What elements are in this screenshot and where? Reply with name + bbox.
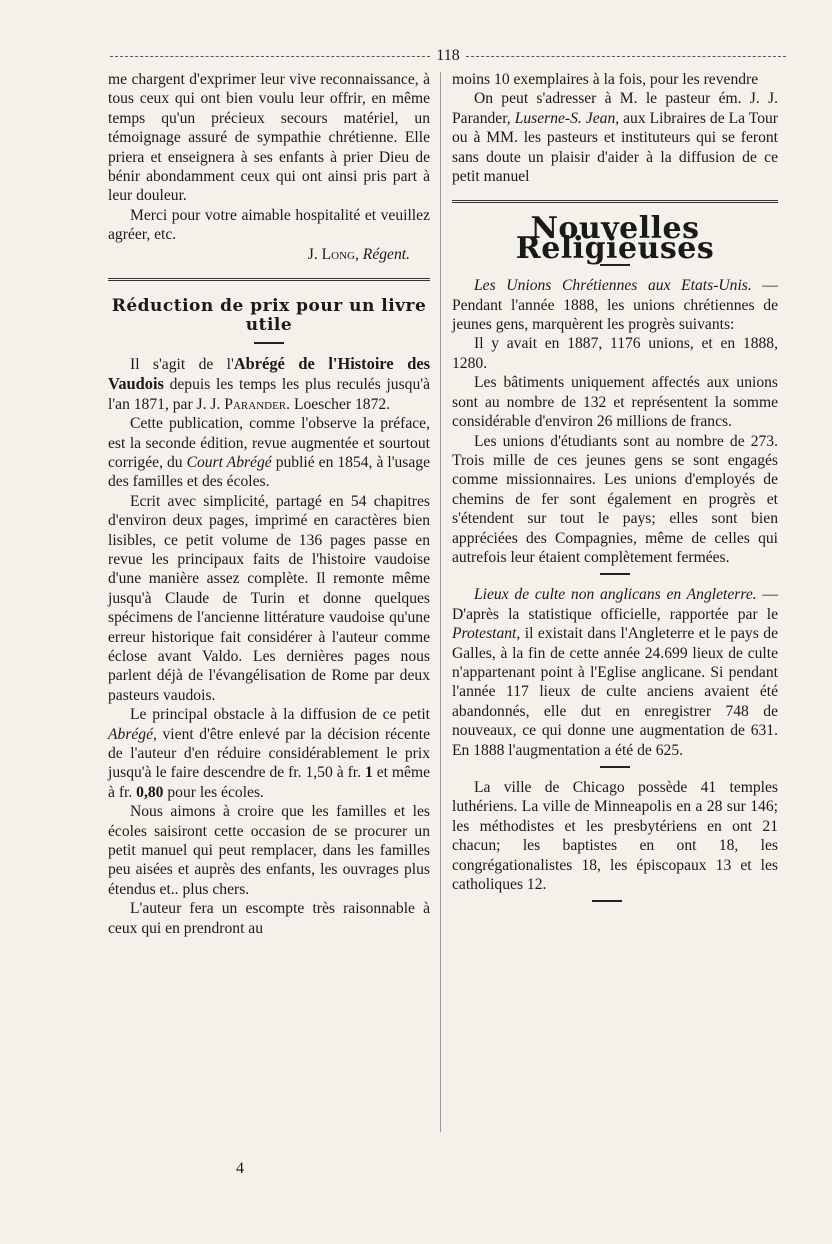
article-heading: Réduction de prix pour un livre utile (111, 296, 427, 336)
letter-signature (108, 245, 430, 264)
news-unions-lead: Les Unions Chrétiennes aux Etats-Unis. (474, 277, 752, 295)
section-divider (108, 278, 430, 281)
contact-text-a: On peut s'adresser à M. le pasteur ém. J. J. Parander, (452, 90, 778, 127)
news-dash (600, 766, 630, 768)
article-paragraph-discount: L'auteur fera un escompte très raisonnable à ceux qui en prendront au (108, 900, 430, 937)
price-title: Abrégé (108, 725, 154, 743)
price-value-1: 1 (364, 764, 373, 782)
edition-title: Court Abrégé (186, 453, 272, 471)
news-unions-paragraph (452, 276, 778, 334)
news-unions-students: Les unions d'étudiants sont au nombre de 273. Trois mille de ces jeunes gens se sont engagés comme missionnaires. Les unions d'employés de chemins de fer sont également en progrès et s'étendent sur tout le pays; elles sont bien appréciées des Compagnies, même de celles qui autrefois leur étaient complètement fermées. (452, 432, 778, 566)
book-title: Abrégé de l'Histoire des Vaudois (108, 353, 430, 394)
news-unions-text: — Pendant l'année 1888, les unions chrétiennes de jeunes gens, marquèrent les progrès suivants: (452, 277, 778, 334)
article-paragraph-edition (108, 414, 430, 492)
signature-name: J. Long, (307, 245, 359, 263)
news-chicago-paragraph: La ville de Chicago possède 41 temples luthériens. La ville de Minneapolis en a 28 sur 146; les méthodistes et les presbytériens en ont 21 chacun; les baptistes en ont 18, les congrégationalistes 18, les épiscopaux 13 et les catholiques 12. (452, 779, 778, 894)
heading-dash (254, 342, 284, 344)
section-divider (452, 200, 778, 203)
contact-place: Luserne-S. Jean (514, 109, 616, 127)
contact-text-b: , aux Libraires de La Tour ou à MM. les pasteurs et instituteurs qui se feront sans doute un plaisir d'aider à la diffusion de ce petit manuel (452, 109, 779, 186)
page-header (110, 44, 786, 68)
edition-text-b: publié en 1854, à l'usage des familles et des écoles. (108, 453, 431, 491)
column-divider (440, 72, 441, 1132)
book-author: Parander (224, 395, 287, 413)
bottom-mark: 4 (236, 1160, 244, 1177)
article-continuation: moins 10 exemplaires à la fois, pour les revendre (452, 71, 759, 88)
intro-text-b: depuis les temps les plus reculés jusqu'à l'an 1871, par J. J. (108, 376, 430, 413)
news-unions-count: Il y avait en 1887, 1176 unions, et en 1888, 1280. (452, 335, 778, 372)
news-england-source: Protestant (452, 625, 517, 643)
news-end-dash (592, 900, 622, 902)
edition-text-a: Cette publication, comme l'observe la préface, est la seconde édition, revue augmentée et sourtout corrigée, du (108, 415, 430, 471)
price-text-c: et même à fr. (108, 764, 430, 801)
article-intro-paragraph (108, 354, 430, 414)
header-rule-right (466, 56, 786, 57)
price-text-d: pour les écoles. (163, 783, 264, 801)
news-dash (600, 573, 630, 575)
letter-closing-paragraph: me chargent d'exprimer leur vive reconnaissance, à tous ceux qui ont bien voulu leur offrir, en même temps qu'un précieux secours matériel, un témoignage assuré de sympathie chrétienne. Elle priera et enseignera à ses enfants à prier Dieu de bénir abondamment ceux qui ont ainsi pris part à leur douleur. (108, 71, 430, 205)
news-unions-buildings: Les bâtiments uniquement affectés aux unions sont au nombre de 132 et représentent la somme considérable d'environ 26 millions de francs. (452, 374, 778, 431)
news-england-paragraph (452, 585, 778, 760)
right-column (452, 70, 778, 912)
left-column (108, 70, 430, 938)
intro-text-a: Il s'agit de l' (130, 355, 234, 373)
news-england-lead: Lieux de culte non anglicans en Angleterre. (474, 586, 757, 604)
price-text-b: , vient d'être enlevé par la décision récente de l'auteur d'en réduire considérablement le prix jusqu'à le faire descendre de fr. 1,50 à fr. (108, 725, 430, 782)
news-england-text-a: — D'après la statistique officielle, rapportée par le (452, 586, 779, 623)
page-number: 118 (436, 47, 460, 64)
header-rule-left (110, 56, 430, 57)
intro-text-c: . Loescher 1872. (286, 395, 391, 413)
price-value-2: 0,80 (136, 783, 164, 801)
article-paragraph-content: Ecrit avec simplicité, partagé en 54 chapitres d'environ deux pages, imprimé en caractères bien lisibles, ce petit volume de 136 pages passe en revue les principaux faits de l'histoire vaudoise d'une manière assez complète. Il remonte même jusqu'à Claude de Turin et donne quelques spécimens de l'ancienne littérature vaudoise qu'une erreur historique fait considérer à l'auteur comme éclose avant Valdo. Les dernières pages nous parlent déjà de l'évangélisation de Rome par deux pasteurs vaudois. (108, 492, 430, 704)
letter-thanks-paragraph: Merci pour votre aimable hospitalité et veuillez agréer, etc. (108, 206, 430, 244)
article-paragraph-price (108, 705, 430, 802)
section-heading: Nouvelles Religieuses (515, 211, 715, 266)
news-england-text-b: , il existait dans l'Angleterre et le pays de Galles, à la fin de cette année 24.699 lieux de culte n'appartenant point à l'Eglise anglicane. Si pendant l'année 117 lieux de culte anciens avaient été abandonnés, elle dut en enregistrer 748 de nouveaux, ce qui donne une augmentation de 631. En 1888 l'augmentation a été de 625. (452, 625, 778, 759)
article-contact-paragraph (452, 89, 778, 186)
price-text-a: Le principal obstacle à la diffusion de ce petit (130, 706, 430, 724)
signature-title: Régent. (362, 245, 410, 263)
article-paragraph-hope: Nous aimons à croire que les familles et les écoles saisiront cette occasion de se procurer un petit manuel qui peut remplacer, dans les familles peu aisées et auprès des enfants, les ouvrages plus étendus et.. plus chers. (108, 803, 430, 898)
